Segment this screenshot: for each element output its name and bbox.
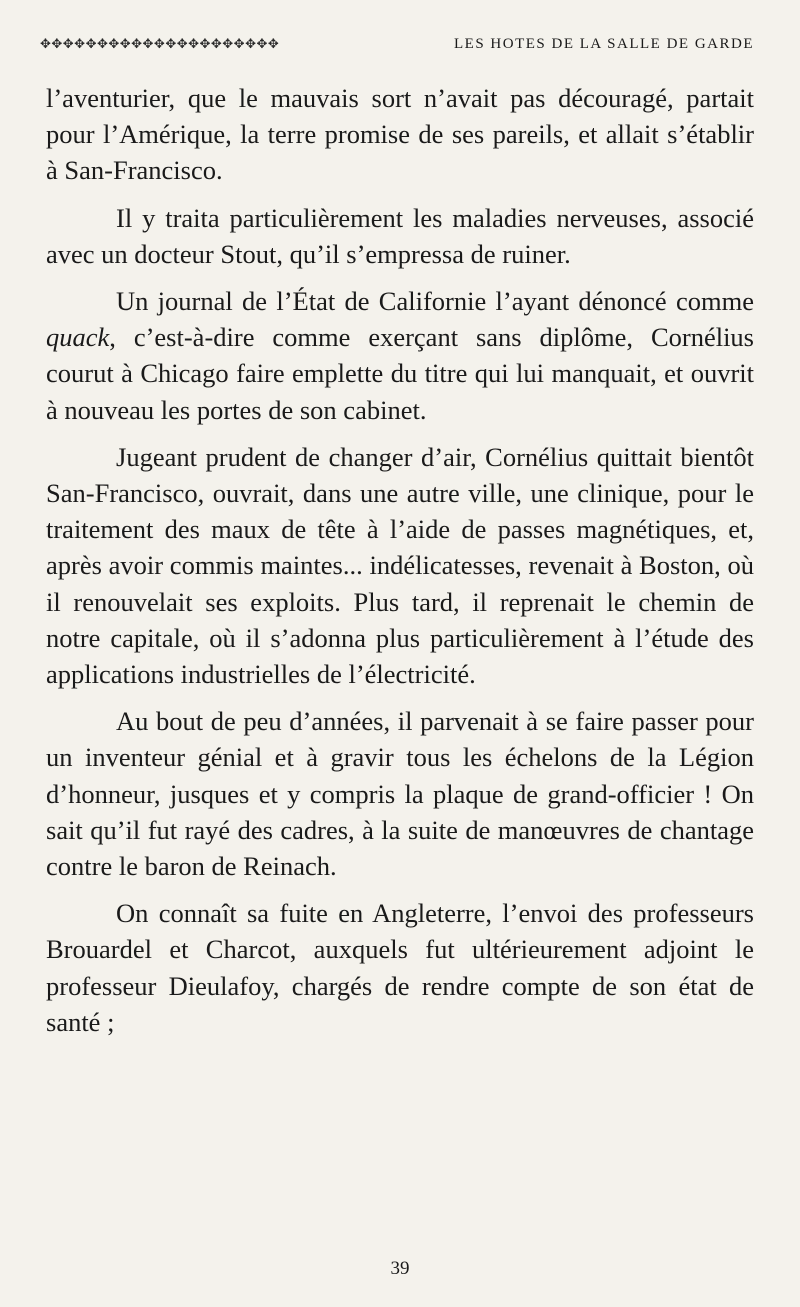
- paragraph-2: Il y traita particulièrement les maladies nerveuses, associé avec un docteur Stout, qu’il s’empressa de ruiner.: [46, 202, 754, 269]
- paragraph-3-before: Un journal de l’État de Californie l’ayant dénoncé comme: [116, 286, 754, 317]
- page-number: 39: [390, 1258, 410, 1279]
- paragraph-3-after: , c’est-à-dire comme exerçant sans diplôme, Cornélius courut à Chicago faire emplette du titre qui lui manquait, et ouvrit à nouveau les portes de son cabinet.: [46, 322, 754, 425]
- paragraph-3: [46, 283, 754, 428]
- paragraph-6: On connaît sa fuite en Angleterre, l’envoi des professeurs Brouardel et Charcot, auxquels fut ultérieurement adjoint le professeur Dieulafoy, chargés de rendre compte de son état de santé ;: [46, 898, 754, 1037]
- running-title: LES HOTES DE LA SALLE DE GARDE: [454, 35, 754, 52]
- paragraph-5: Au bout de peu d’années, il parvenait à se faire passer pour un inventeur génial et à gravir tous les échelons de la Légion d’honneur, jusques et y compris la plaque de grand-officier ! On sait qu’il fut rayé des cadres, à la suite de manœuvres de chantage contre le baron de Reinach.: [46, 706, 754, 882]
- paragraph-1: l’aventurier, que le mauvais sort n’avait pas découragé, partait pour l’Amérique, la terre promise de ses pareils, et allait s’établir à San-Francisco.: [46, 83, 754, 186]
- paragraph-4: Jugeant prudent de changer d’air, Cornélius quittait bientôt San-Francisco, ouvrait, dans une autre ville, une clinique, pour le traitement des maux de tête à l’aide de passes magnétiques, et, après avoir commis maintes... indélicatesses, revenait à Boston, où il renouvelait ses exploits. Plus tard, il reprenait le chemin de notre capitale, où il s’adonna plus particulièrement à l’étude des applications industrielles de l’électricité.: [46, 441, 754, 690]
- header-ornament: ✥✥✥✥✥✥✥✥✥✥✥✥✥✥✥✥✥✥✥✥✥: [40, 36, 280, 51]
- body-text: [46, 80, 754, 1051]
- page-header: [40, 30, 754, 58]
- italic-term-quack: quack: [46, 322, 110, 353]
